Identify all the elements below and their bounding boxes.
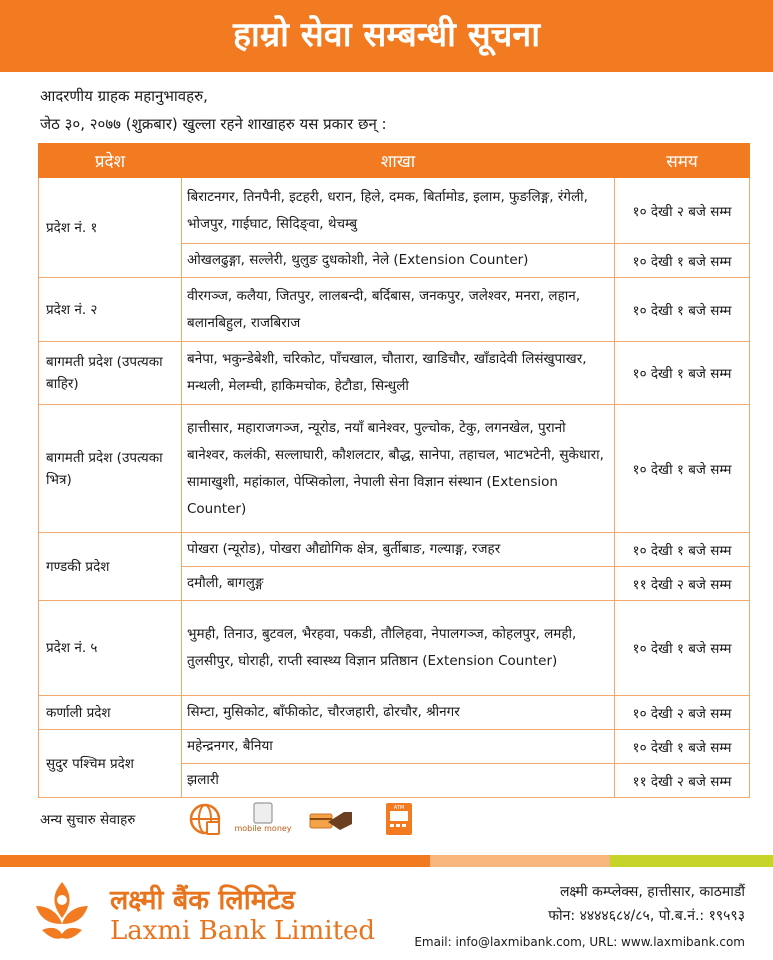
branches-cell: बनेपा, भकुन्डेबेशी, चरिकोट, पाँचखाल, चौतारा, खाडिचौर, खाँडादेवी लिसंखुपाखर, मन्थली, मेलम्ची, हाकिमचोक, हेटौडा, सिन्धुली xyxy=(182,342,615,405)
branches-cell: बिराटनगर, तिनपैनी, इटहरी, धरान, हिले, दमक, बिर्तामोड, इलाम, फुङलिङ्ग, रंगेली, भोजपुर, गाईघाट, सिदिङ्वा, थेचम्बु xyxy=(182,178,615,244)
bank-name-english: Laxmi Bank Limited xyxy=(110,916,376,946)
branches-cell: सिम्टा, मुसिकोट, बाँफीकोट, चौरजहारी, ढोरचौर, श्रीनगर xyxy=(182,696,615,730)
branches-cell: झलारी xyxy=(182,764,615,798)
atm-caption: ATM xyxy=(393,805,405,811)
table-row xyxy=(39,278,750,342)
column-header-branches: शाखा xyxy=(182,144,615,178)
province-cell: गण्डकी प्रदेश xyxy=(39,533,182,601)
hours-cell: १० देखी २ बजे सम्म xyxy=(615,178,750,244)
hours-cell: १० देखी १ बजे सम्म xyxy=(615,342,750,405)
bank-address: लक्ष्मी कम्प्लेक्स, हात्तीसार, काठमाडौं xyxy=(559,884,745,900)
province-cell: प्रदेश नं. १ xyxy=(39,178,182,278)
hours-cell: १० देखी १ बजे सम्म xyxy=(615,278,750,342)
branches-cell: ओखलढुङ्गा, सल्लेरी, थुलुङ दुधकोशी, नेले (Extension Counter) xyxy=(182,244,615,278)
table-row xyxy=(39,178,750,244)
branches-cell: हात्तीसार, महाराजगञ्ज, न्यूरोड, नयाँ बानेश्वर, पुल्चोक, टेकु, लगनखेल, पुरानो बानेश्वर, कलंकी, सल्लाघारी, कौशलटार, बौद्ध, सानेपा, तहाचल, भाटभटेनी, सुकेधारा, सामाखुशी, महांकाल, पेप्सिकोला, नेपाली सेना विज्ञान संस्थान (Extension Counter) xyxy=(182,405,615,533)
card-payment-icon xyxy=(308,802,354,836)
province-cell: कर्णाली प्रदेश xyxy=(39,696,182,730)
table-row xyxy=(39,342,750,405)
branch-hours-table xyxy=(38,143,750,798)
table-row xyxy=(39,405,750,533)
footer-stripe-lime xyxy=(610,855,773,867)
mobile-money-icon xyxy=(234,802,292,836)
mobile-money-caption: mobile money xyxy=(234,824,292,833)
province-cell: सुदुर पश्चिम प्रदेश xyxy=(39,730,182,798)
footer-stripe-orange xyxy=(0,855,430,867)
branches-cell: वीरगञ्ज, कलैया, जितपुर, लालबन्दी, बर्दिबास, जनकपुर, जलेश्वर, मनरा, लहान, बलानबिहुल, राजबिराज xyxy=(182,278,615,342)
salutation: आदरणीय ग्राहक महानुभावहरु, xyxy=(40,87,208,105)
hours-cell: ११ देखी २ बजे सम्म xyxy=(615,567,750,601)
hours-cell: १० देखी १ बजे सम्म xyxy=(615,244,750,278)
branches-cell: भुमही, तिनाउ, बुटवल, भैरहवा, पकडी, तौलिहवा, नेपालगञ्ज, कोहलपुर, लमही, तुलसीपुर, घोराही, राप्ती स्वास्थ्य विज्ञान प्रतिष्ठान (Extension Counter) xyxy=(182,601,615,696)
bank-name-nepali: लक्ष्मी बैंक लिमिटेड xyxy=(110,885,295,916)
hours-cell: १० देखी १ बजे सम्म xyxy=(615,730,750,764)
internet-banking-icon xyxy=(188,802,222,836)
services-label: अन्य सुचारु सेवाहरु xyxy=(40,812,136,828)
hours-cell: ११ देखी २ बजे सम्म xyxy=(615,764,750,798)
intro-text: जेठ ३०, २०७७ (शुक्रबार) खुल्ला रहने शाखाहरु यस प्रकार छन् : xyxy=(40,115,387,133)
province-cell: बागमती प्रदेश (उपत्यका भित्र) xyxy=(39,405,182,533)
branches-cell: महेन्द्रनगर, बैनिया xyxy=(182,730,615,764)
table-row xyxy=(39,533,750,567)
laxmi-logo-icon xyxy=(30,878,94,946)
province-cell: प्रदेश नं. ५ xyxy=(39,601,182,696)
province-cell: बागमती प्रदेश (उपत्यका बाहिर) xyxy=(39,342,182,405)
column-header-province: प्रदेश xyxy=(39,144,182,178)
province-cell: प्रदेश नं. २ xyxy=(39,278,182,342)
bank-phone: फोन: ४४४४६८४/८५, पो.ब.नं.: १९५९३ xyxy=(548,908,745,924)
hours-cell: १० देखी १ बजे सम्म xyxy=(615,405,750,533)
bank-contact: Email: info@laxmibank.com, URL: www.laxmibank.com xyxy=(414,935,745,949)
hours-cell: १० देखी १ बजे सम्म xyxy=(615,601,750,696)
page-title: हाम्रो सेवा सम्बन्धी सूचना xyxy=(232,15,541,55)
table-row xyxy=(39,601,750,696)
branches-cell: दमौली, बागलुङ्ग xyxy=(182,567,615,601)
footer-stripe-light-orange xyxy=(430,855,610,867)
table-row xyxy=(39,730,750,764)
branches-cell: पोखरा (न्यूरोड), पोखरा औद्योगिक क्षेत्र, बुर्तीबाङ, गल्याङ्ग, रजहर xyxy=(182,533,615,567)
hours-cell: १० देखी २ बजे सम्म xyxy=(615,696,750,730)
column-header-hours: समय xyxy=(615,144,750,178)
table-row xyxy=(39,696,750,730)
hours-cell: १० देखी १ बजे सम्म xyxy=(615,533,750,567)
atm-icon xyxy=(382,802,416,836)
table-header-row xyxy=(39,144,750,178)
